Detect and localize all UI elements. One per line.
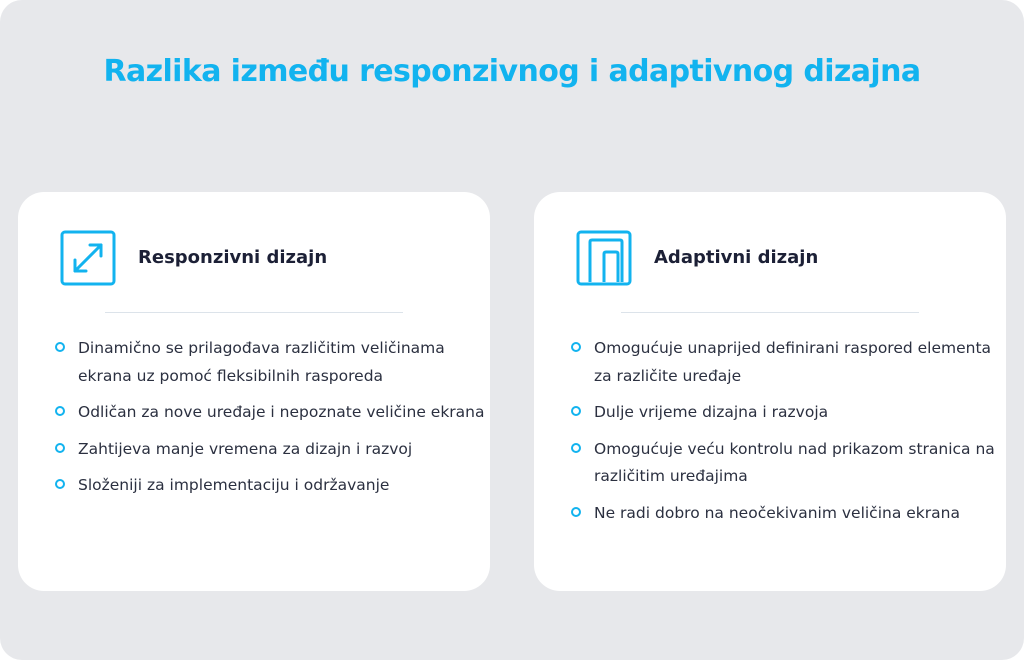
bullet-circle-icon <box>55 443 65 453</box>
card-heading: Adaptivni dizajn <box>654 247 819 268</box>
bullet-text: Omogućuje unaprijed definirani raspored elementa za različite uređaje <box>594 339 992 385</box>
list-item <box>54 436 486 464</box>
bullet-circle-icon <box>55 406 65 416</box>
bullet-text: Zahtijeva manje vremena za dizajn i razvoj <box>78 439 413 458</box>
card-adaptive-design <box>534 192 1006 591</box>
list-item <box>54 335 486 390</box>
divider <box>621 312 919 313</box>
list-item <box>54 472 486 500</box>
resize-arrow-icon <box>60 230 116 286</box>
bullet-circle-icon <box>571 406 581 416</box>
divider <box>105 312 403 313</box>
bullet-list <box>54 335 486 509</box>
list-item <box>570 399 1002 427</box>
list-item <box>570 335 1002 390</box>
list-item <box>54 399 486 427</box>
card-heading: Responzivni dizajn <box>138 247 328 268</box>
list-item <box>570 500 1002 528</box>
bullet-text: Složeniji za implementaciju i održavanje <box>78 476 390 494</box>
bullet-circle-icon <box>55 479 65 489</box>
bullet-circle-icon <box>55 342 65 352</box>
page-title: Razlika između responzivnog i adaptivnog dizajna <box>103 54 921 89</box>
bullet-text: Odličan za nove uređaje i nepoznate veličine ekrana <box>78 403 485 421</box>
bullet-text: Dinamično se prilagođava različitim veličinama ekrana uz pomoć fleksibilnih rasporeda <box>78 339 445 385</box>
bullet-text: Ne radi dobro na neočekivanim veličina ekrana <box>594 503 960 522</box>
bullet-circle-icon <box>571 342 581 352</box>
bullet-list <box>570 335 1002 536</box>
list-item <box>570 436 1002 491</box>
card-responsive-design <box>18 192 490 591</box>
bullet-circle-icon <box>571 443 581 453</box>
bullet-text: Dulje vrijeme dizajna i razvoja <box>594 403 829 421</box>
bullet-circle-icon <box>571 507 581 517</box>
stacked-screens-icon <box>576 230 632 286</box>
bullet-text: Omogućuje veću kontrolu nad prikazom stranica na različitim uređajima <box>594 439 995 485</box>
